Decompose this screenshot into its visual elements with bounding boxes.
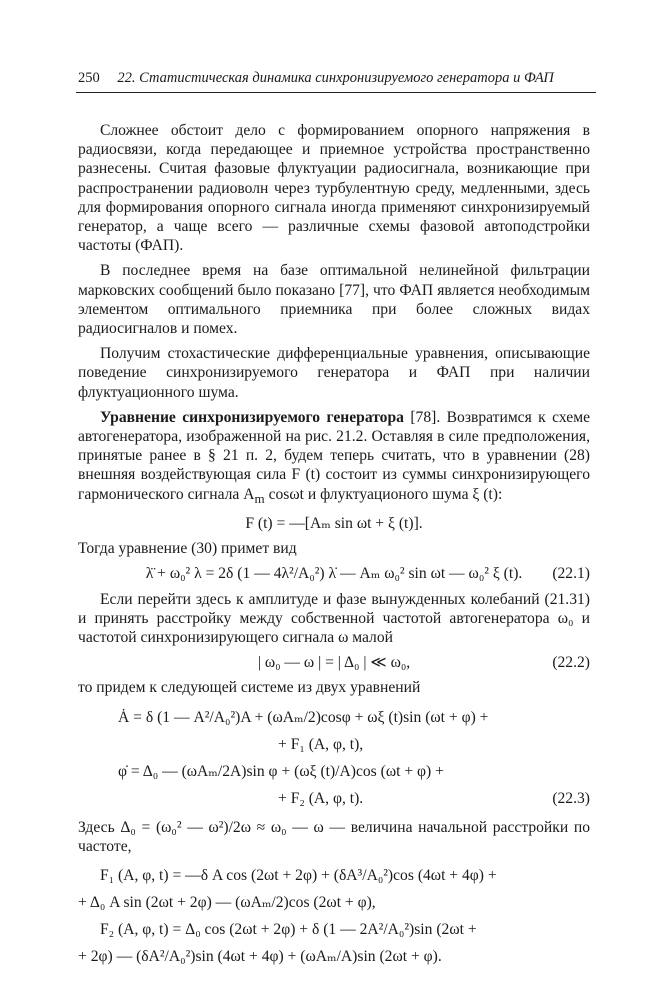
system-line-4-text: + F₂ (A, φ, t). [278, 789, 364, 807]
function-definitions [78, 862, 590, 970]
paragraph-7: то придем к следующей системе из двух уравнений [78, 679, 421, 697]
equation-22-2 [78, 653, 590, 672]
paragraph-2: В последнее время на базе оптимальной нелинейной фильтрации марковских сообщений было показано [77], что ФАП является необходимым элементом оптимального приемника при более сложных видах радиосигналов и помех. [78, 262, 590, 338]
paragraph-1: Сложнее обстоит дело с формированием опорного напряжения в радиосвязи, когда передающее и приемное устройства пространственно разнесены. Считая фазовые флуктуации радиосигнала, возникающие при распространении радиоволн через турбулентную среду, медленными, здесь для формирования опорного сигнала иногда применяют синхронизируемый генератор, а чаще всего — различные схемы фазовой автоподстройки частоты (ФАП). [78, 122, 590, 255]
f1-line-2: + Δ₀ A sin (2ωt + 2φ) — (ωAₘ/2)cos (2ωt + φ), [78, 894, 376, 911]
paragraph-4-text: [78]. Возвратимся к схеме автогенератора, изображенной на рис. 21.2. Оставляя в силе предположения, принятые ранее в § 21 п. 2, будем теперь считать, что в уравнении (28) внешняя воздействующая сила F (t) состоит из суммы синхронизирующего гармонического сигнала A [78, 408, 590, 503]
chapter-title: 22. Статистическая динамика синхронизируемого генератора и ФАП [117, 70, 554, 86]
f1-line-1: F₁ (A, φ, t) = —δ A cos (2ωt + 2φ) + (δA³/A₀²)cos (4ωt + 4φ) + [100, 867, 497, 884]
equation-number: (22.2) [552, 654, 590, 672]
section-heading: Уравнение синхронизируемого генератора [100, 408, 404, 426]
system-line-2: + F₁ (A, φ, t), [278, 735, 364, 753]
f2-line-2: + 2φ) — (δA²/A₀²)sin (4ωt + 4φ) + (ωAₘ/A)sin (2ωt + φ). [78, 948, 442, 965]
equation-22-1-text: λ̈ + ω₀² λ = 2δ (1 — 4λ²/A₀²) λ̇ — Aₘ ω₀² sin ωt — ω₀² ξ (t). [145, 565, 523, 583]
force-formula [78, 514, 590, 533]
page-body [78, 121, 590, 976]
paragraph-4 [78, 408, 590, 508]
f2-line-1: F₂ (A, φ, t) = Δ₀ cos (2ωt + 2φ) + δ (1 — 2A²/A₀²)sin (2ωt + [100, 921, 477, 938]
system-line-1: Ȧ = δ (1 — A²/A₀²)A + (ωAₘ/2)cosφ + ωξ (t)sin (ωt + φ) + [118, 708, 489, 726]
paragraph-3: Получим стохастические дифференциальные уравнения, описывающие поведение синхронизируемого генератора и ФАП при наличии флуктуационного шума. [78, 345, 590, 401]
force-formula-text: F (t) = —[Aₘ sin ωt + ξ (t)]. [245, 514, 423, 532]
equation-22-1 [78, 564, 590, 583]
system-line-3: φ̇ = Δ₀ — (ωAₘ/2A)sin φ + (ωξ (t)/A)cos (ωt + φ) + [118, 762, 444, 780]
page-number: 250 [78, 70, 100, 86]
system-line-4 [78, 785, 590, 812]
paragraph-4-subscript: m [254, 490, 265, 506]
paragraph-5: Тогда уравнение (30) примет вид [78, 540, 297, 558]
paragraph-6: Если перейти здесь к амплитуде и фазе вынужденных колебаний (21.31) и принять расстройку между собственной частотой автогенератора ω₀ и частотой синхронизирующего сигнала ω малой [78, 590, 590, 646]
header-rule [76, 92, 596, 93]
equation-number: (22.3) [552, 789, 590, 807]
paragraph-4-tail: cosωt и флуктуационого шума ξ (t): [268, 485, 503, 503]
running-header [78, 70, 598, 87]
paragraph-8: Здесь Δ₀ = (ω₀² — ω²)/2ω ≈ ω₀ — ω — величина начальной расстройки по частоте, [78, 818, 590, 855]
equation-system-22-3 [78, 704, 590, 812]
equation-22-2-text: | ω₀ — ω | = | Δ₀ | ≪ ω₀, [257, 654, 411, 672]
equation-number: (22.1) [552, 565, 590, 583]
